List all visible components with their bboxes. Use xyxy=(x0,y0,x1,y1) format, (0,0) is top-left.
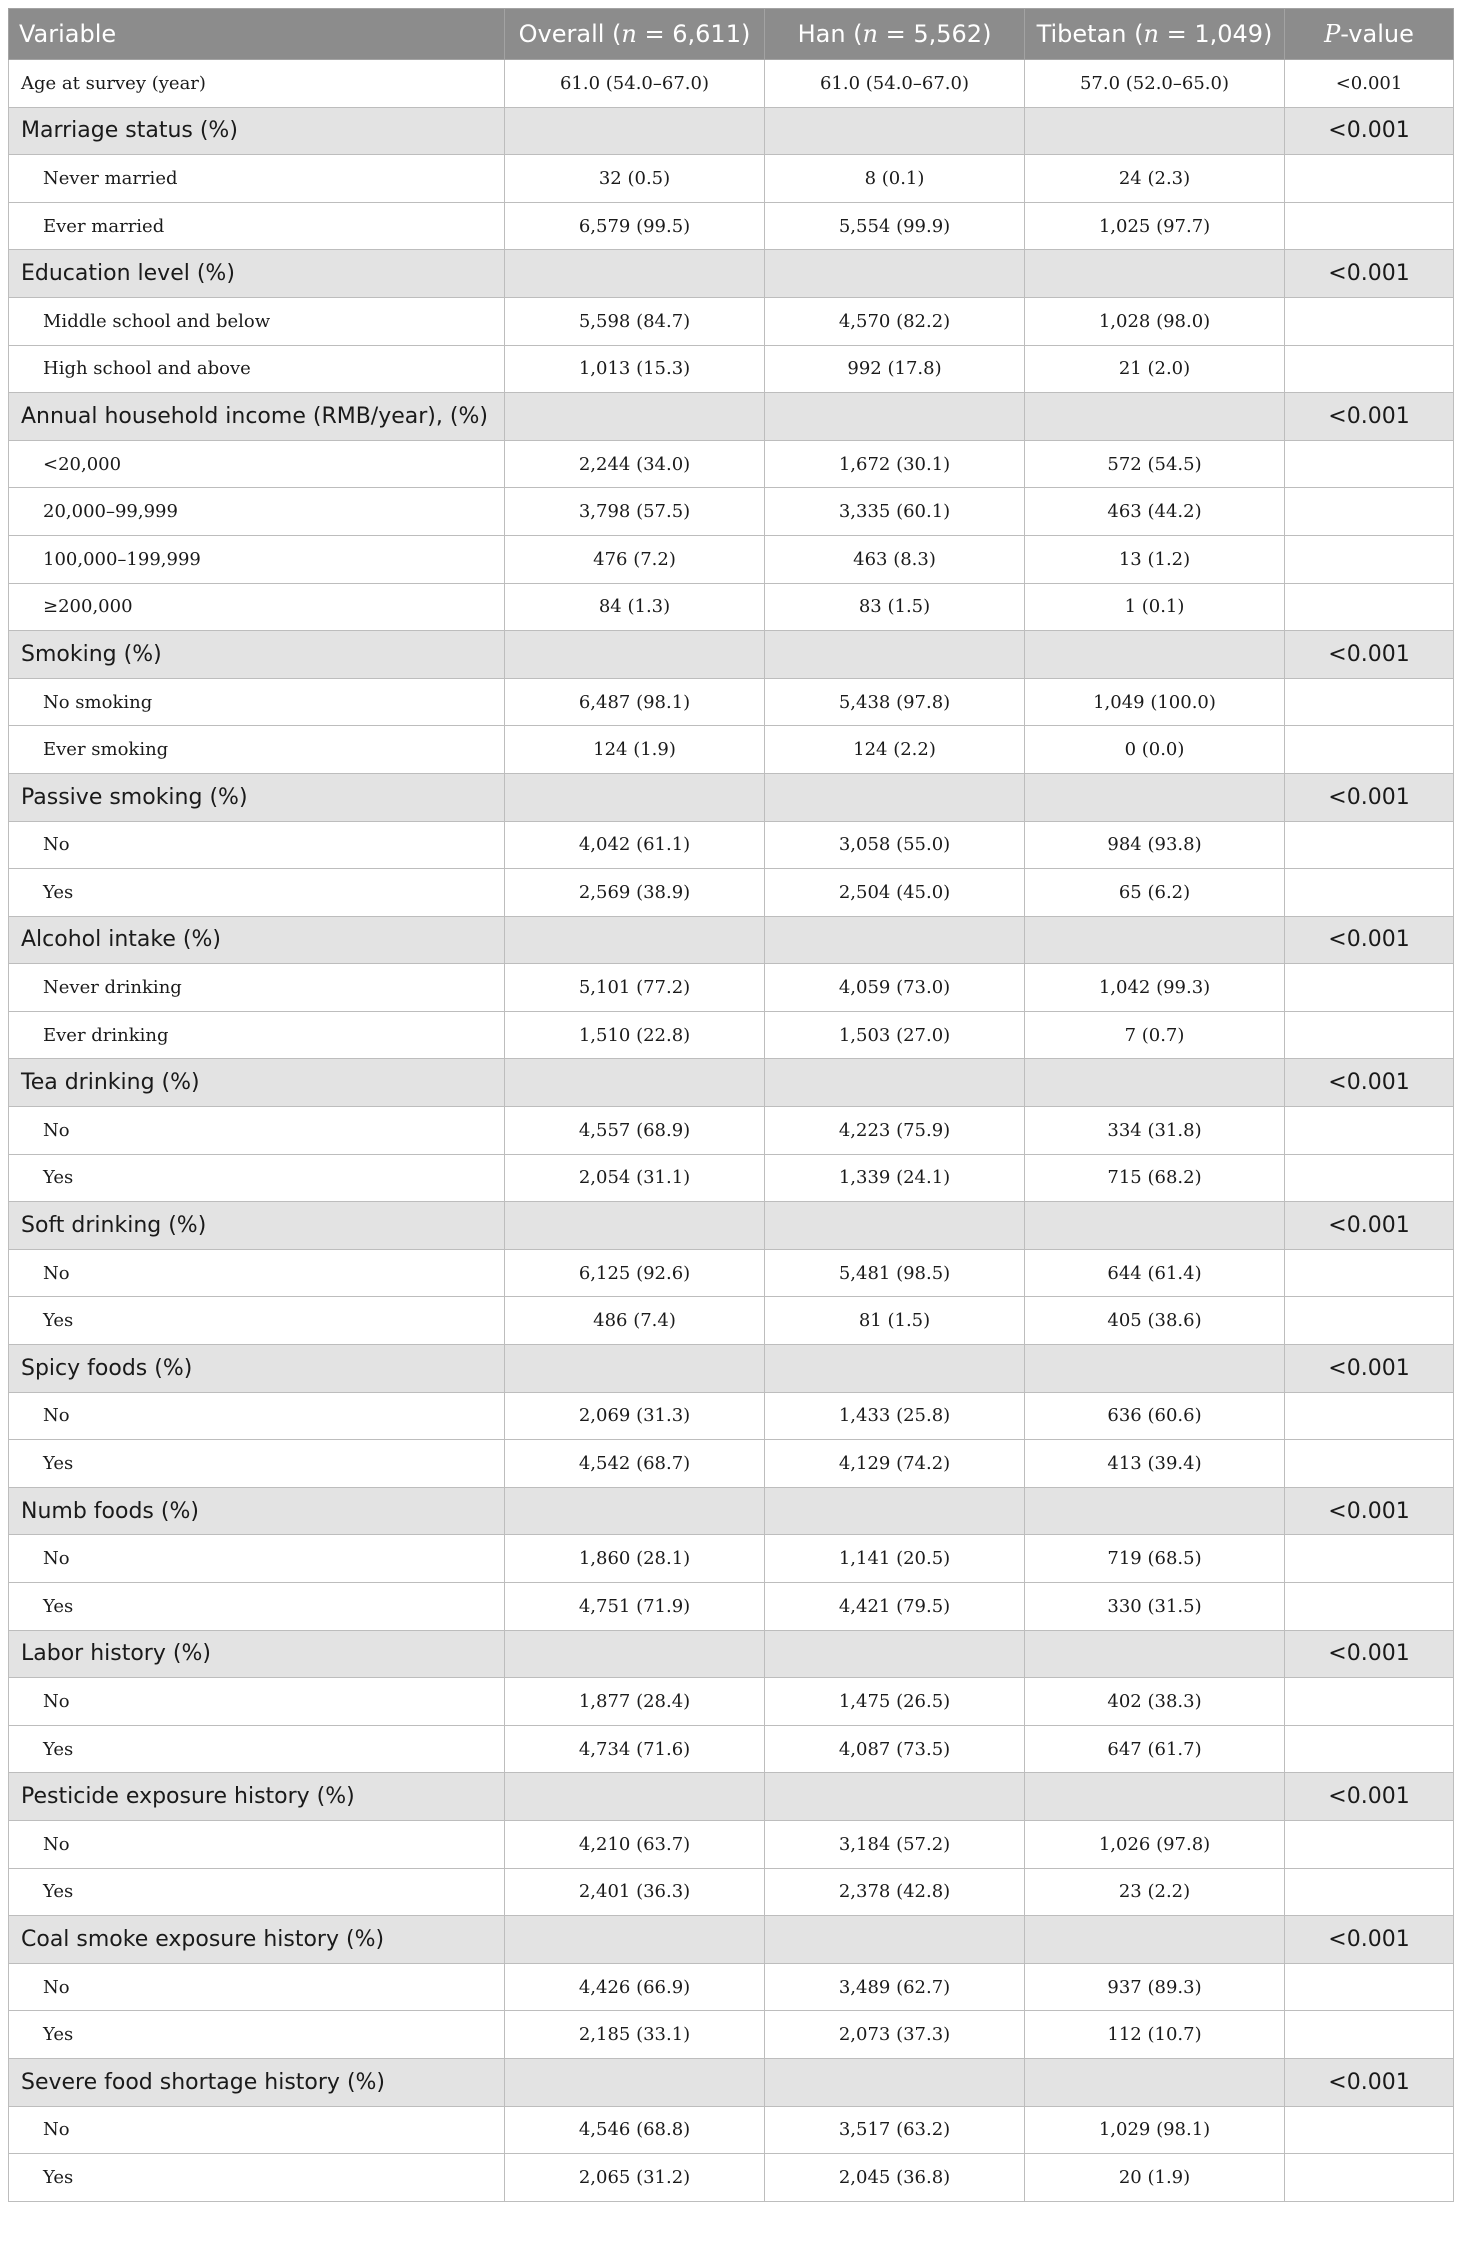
group-p-value: <0.001 xyxy=(1285,1773,1454,1821)
group-header-row xyxy=(9,2058,1454,2106)
cell-overall: 4,426 (66.9) xyxy=(505,1963,765,2011)
cell-overall: 1,860 (28.1) xyxy=(505,1535,765,1583)
cell-tibetan: 1 (0.1) xyxy=(1025,583,1285,631)
cell-overall: 2,244 (34.0) xyxy=(505,440,765,488)
group-p-value: <0.001 xyxy=(1285,773,1454,821)
row-label: Yes xyxy=(9,1297,505,1345)
cell-p-value-empty xyxy=(1285,2011,1454,2059)
group-label: Smoking (%) xyxy=(9,631,505,679)
group-empty-han xyxy=(765,1059,1025,1107)
cell-tibetan: 0 (0.0) xyxy=(1025,726,1285,774)
group-label: Alcohol intake (%) xyxy=(9,916,505,964)
cell-p-value-empty xyxy=(1285,440,1454,488)
header-han xyxy=(765,9,1025,60)
cell-p-value-empty xyxy=(1285,202,1454,250)
group-header-row xyxy=(9,393,1454,441)
cell-p-value-empty xyxy=(1285,2154,1454,2202)
group-empty-overall xyxy=(505,1059,765,1107)
cell-tibetan: 572 (54.5) xyxy=(1025,440,1285,488)
table-row xyxy=(9,1154,1454,1202)
group-empty-overall xyxy=(505,107,765,155)
group-empty-overall xyxy=(505,1773,765,1821)
cell-overall: 4,042 (61.1) xyxy=(505,821,765,869)
cell-han: 3,184 (57.2) xyxy=(765,1820,1025,1868)
group-p-value: <0.001 xyxy=(1285,1487,1454,1535)
cell-p-value-empty xyxy=(1285,1678,1454,1726)
cell-overall: 6,579 (99.5) xyxy=(505,202,765,250)
cell-p-value-empty xyxy=(1285,1297,1454,1345)
table-row xyxy=(9,678,1454,726)
row-label: No xyxy=(9,1107,505,1155)
group-label: Marriage status (%) xyxy=(9,107,505,155)
cell-han: 1,672 (30.1) xyxy=(765,440,1025,488)
row-label: <20,000 xyxy=(9,440,505,488)
row-label: Never drinking xyxy=(9,964,505,1012)
cell-han: 2,504 (45.0) xyxy=(765,869,1025,917)
table-row xyxy=(9,1392,1454,1440)
row-label: Yes xyxy=(9,1440,505,1488)
row-label: 100,000–199,999 xyxy=(9,535,505,583)
table-row xyxy=(9,155,1454,203)
header-overall xyxy=(505,9,765,60)
cell-overall: 2,569 (38.9) xyxy=(505,869,765,917)
cell-p-value-empty xyxy=(1285,1440,1454,1488)
group-header-row xyxy=(9,250,1454,298)
group-header-row xyxy=(9,1202,1454,1250)
cell-p-value-empty xyxy=(1285,535,1454,583)
cell-overall: 4,734 (71.6) xyxy=(505,1725,765,1773)
row-label: No xyxy=(9,1820,505,1868)
row-label: Ever married xyxy=(9,202,505,250)
cell-p-value-empty xyxy=(1285,345,1454,393)
cell-tibetan: 402 (38.3) xyxy=(1025,1678,1285,1726)
cell-overall: 1,510 (22.8) xyxy=(505,1011,765,1059)
cell-overall: 2,069 (31.3) xyxy=(505,1392,765,1440)
group-empty-overall xyxy=(505,1916,765,1964)
cell-overall: 6,487 (98.1) xyxy=(505,678,765,726)
header-p-value xyxy=(1285,9,1454,60)
cell-overall: 6,125 (92.6) xyxy=(505,1249,765,1297)
cell-tibetan: 636 (60.6) xyxy=(1025,1392,1285,1440)
group-header-row xyxy=(9,916,1454,964)
group-label: Soft drinking (%) xyxy=(9,1202,505,1250)
group-p-value: <0.001 xyxy=(1285,1345,1454,1393)
cell-han: 3,058 (55.0) xyxy=(765,821,1025,869)
table-row xyxy=(9,1583,1454,1631)
group-empty-tibetan xyxy=(1025,1202,1285,1250)
table-row xyxy=(9,821,1454,869)
group-header-row xyxy=(9,1059,1454,1107)
group-empty-overall xyxy=(505,916,765,964)
row-label: Middle school and below xyxy=(9,297,505,345)
group-empty-overall xyxy=(505,393,765,441)
group-p-value: <0.001 xyxy=(1285,250,1454,298)
cell-p-value-empty xyxy=(1285,869,1454,917)
cell-tibetan: 13 (1.2) xyxy=(1025,535,1285,583)
cell-overall: 2,185 (33.1) xyxy=(505,2011,765,2059)
table-row xyxy=(9,2011,1454,2059)
group-empty-han xyxy=(765,773,1025,821)
row-label: No xyxy=(9,821,505,869)
cell-han: 992 (17.8) xyxy=(765,345,1025,393)
table-row xyxy=(9,869,1454,917)
group-empty-tibetan xyxy=(1025,1487,1285,1535)
header-tibetan xyxy=(1025,9,1285,60)
cell-tibetan: 330 (31.5) xyxy=(1025,1583,1285,1631)
group-empty-tibetan xyxy=(1025,1773,1285,1821)
cell-overall: 5,598 (84.7) xyxy=(505,297,765,345)
row-label: Yes xyxy=(9,1868,505,1916)
cell-han: 3,489 (62.7) xyxy=(765,1963,1025,2011)
group-p-value: <0.001 xyxy=(1285,1059,1454,1107)
group-empty-han xyxy=(765,393,1025,441)
row-label: ≥200,000 xyxy=(9,583,505,631)
group-empty-han xyxy=(765,631,1025,679)
cell-tibetan: 65 (6.2) xyxy=(1025,869,1285,917)
cell-p-value-empty xyxy=(1285,964,1454,1012)
group-empty-tibetan xyxy=(1025,2058,1285,2106)
row-label: Never married xyxy=(9,155,505,203)
header-variable: Variable xyxy=(9,9,505,60)
cell-tibetan: 1,026 (97.8) xyxy=(1025,1820,1285,1868)
age-row xyxy=(9,60,1454,108)
group-p-value: <0.001 xyxy=(1285,107,1454,155)
cell-tibetan: 644 (61.4) xyxy=(1025,1249,1285,1297)
cell-han: 4,087 (73.5) xyxy=(765,1725,1025,1773)
group-header-row xyxy=(9,631,1454,679)
characteristics-table xyxy=(8,8,1454,2202)
cell-overall: 2,054 (31.1) xyxy=(505,1154,765,1202)
group-empty-overall xyxy=(505,631,765,679)
table-row xyxy=(9,2106,1454,2154)
group-header-row xyxy=(9,1487,1454,1535)
group-empty-tibetan xyxy=(1025,107,1285,155)
cell-han: 2,073 (37.3) xyxy=(765,2011,1025,2059)
group-label: Annual household income (RMB/year), (%) xyxy=(9,393,505,441)
header-tibetan-n: n xyxy=(1143,20,1159,48)
cell-han: 83 (1.5) xyxy=(765,583,1025,631)
cell-p-value-empty xyxy=(1285,1963,1454,2011)
table-row xyxy=(9,583,1454,631)
cell-overall: 4,557 (68.9) xyxy=(505,1107,765,1155)
group-empty-han xyxy=(765,250,1025,298)
group-header-row xyxy=(9,107,1454,155)
header-overall-pre: Overall ( xyxy=(518,20,622,48)
age-label: Age at survey (year) xyxy=(9,60,505,108)
cell-tibetan: 719 (68.5) xyxy=(1025,1535,1285,1583)
cell-han: 2,378 (42.8) xyxy=(765,1868,1025,1916)
cell-overall: 4,210 (63.7) xyxy=(505,1820,765,1868)
cell-overall: 486 (7.4) xyxy=(505,1297,765,1345)
table-row xyxy=(9,964,1454,1012)
cell-overall: 5,101 (77.2) xyxy=(505,964,765,1012)
group-p-value: <0.001 xyxy=(1285,916,1454,964)
group-header-row xyxy=(9,1773,1454,1821)
cell-p-value-empty xyxy=(1285,1011,1454,1059)
group-empty-tibetan xyxy=(1025,1059,1285,1107)
cell-han: 5,481 (98.5) xyxy=(765,1249,1025,1297)
cell-han: 463 (8.3) xyxy=(765,535,1025,583)
cell-han: 5,438 (97.8) xyxy=(765,678,1025,726)
cell-tibetan: 463 (44.2) xyxy=(1025,488,1285,536)
row-label: No xyxy=(9,1963,505,2011)
cell-p-value-empty xyxy=(1285,678,1454,726)
cell-tibetan: 413 (39.4) xyxy=(1025,1440,1285,1488)
row-label: Yes xyxy=(9,1154,505,1202)
cell-overall: 84 (1.3) xyxy=(505,583,765,631)
cell-tibetan: 1,029 (98.1) xyxy=(1025,2106,1285,2154)
group-empty-overall xyxy=(505,1345,765,1393)
cell-tibetan: 937 (89.3) xyxy=(1025,1963,1285,2011)
cell-p-value-empty xyxy=(1285,1820,1454,1868)
table-row xyxy=(9,1678,1454,1726)
table-row xyxy=(9,488,1454,536)
header-p-italic: P xyxy=(1324,20,1341,48)
group-empty-han xyxy=(765,107,1025,155)
cell-overall: 3,798 (57.5) xyxy=(505,488,765,536)
row-label: Ever drinking xyxy=(9,1011,505,1059)
group-p-value: <0.001 xyxy=(1285,393,1454,441)
group-empty-han xyxy=(765,1773,1025,1821)
cell-tibetan: 112 (10.7) xyxy=(1025,2011,1285,2059)
age-overall: 61.0 (54.0–67.0) xyxy=(505,60,765,108)
cell-han: 1,339 (24.1) xyxy=(765,1154,1025,1202)
cell-tibetan: 984 (93.8) xyxy=(1025,821,1285,869)
cell-han: 124 (2.2) xyxy=(765,726,1025,774)
table-row xyxy=(9,1725,1454,1773)
group-label: Education level (%) xyxy=(9,250,505,298)
cell-tibetan: 20 (1.9) xyxy=(1025,2154,1285,2202)
table-row xyxy=(9,1868,1454,1916)
age-tibetan: 57.0 (52.0–65.0) xyxy=(1025,60,1285,108)
table-row xyxy=(9,1820,1454,1868)
cell-tibetan: 715 (68.2) xyxy=(1025,1154,1285,1202)
cell-tibetan: 7 (0.7) xyxy=(1025,1011,1285,1059)
header-han-n: n xyxy=(862,20,878,48)
group-empty-tibetan xyxy=(1025,631,1285,679)
cell-han: 1,475 (26.5) xyxy=(765,1678,1025,1726)
cell-han: 1,433 (25.8) xyxy=(765,1392,1025,1440)
header-tibetan-post: = 1,049) xyxy=(1158,20,1273,48)
table-row xyxy=(9,345,1454,393)
cell-overall: 1,013 (15.3) xyxy=(505,345,765,393)
table-row xyxy=(9,440,1454,488)
row-label: Yes xyxy=(9,1725,505,1773)
row-label: High school and above xyxy=(9,345,505,393)
group-header-row xyxy=(9,1630,1454,1678)
group-header-row xyxy=(9,1916,1454,1964)
table-row xyxy=(9,2154,1454,2202)
cell-han: 81 (1.5) xyxy=(765,1297,1025,1345)
table-row xyxy=(9,1297,1454,1345)
cell-overall: 124 (1.9) xyxy=(505,726,765,774)
group-empty-overall xyxy=(505,1202,765,1250)
table-row xyxy=(9,202,1454,250)
cell-overall: 1,877 (28.4) xyxy=(505,1678,765,1726)
cell-han: 4,129 (74.2) xyxy=(765,1440,1025,1488)
cell-p-value-empty xyxy=(1285,2106,1454,2154)
table-row xyxy=(9,297,1454,345)
group-empty-han xyxy=(765,1487,1025,1535)
group-empty-han xyxy=(765,2058,1025,2106)
row-label: Ever smoking xyxy=(9,726,505,774)
group-label: Pesticide exposure history (%) xyxy=(9,1773,505,1821)
group-label: Numb foods (%) xyxy=(9,1487,505,1535)
cell-han: 3,335 (60.1) xyxy=(765,488,1025,536)
group-empty-han xyxy=(765,916,1025,964)
header-overall-n: n xyxy=(621,20,637,48)
group-empty-overall xyxy=(505,2058,765,2106)
cell-han: 4,421 (79.5) xyxy=(765,1583,1025,1631)
cell-han: 8 (0.1) xyxy=(765,155,1025,203)
cell-p-value-empty xyxy=(1285,1107,1454,1155)
group-empty-tibetan xyxy=(1025,773,1285,821)
group-empty-han xyxy=(765,1202,1025,1250)
group-p-value: <0.001 xyxy=(1285,631,1454,679)
header-tibetan-pre: Tibetan ( xyxy=(1036,20,1144,48)
row-label: Yes xyxy=(9,2011,505,2059)
group-empty-han xyxy=(765,1630,1025,1678)
table-row xyxy=(9,1440,1454,1488)
row-label: No xyxy=(9,1678,505,1726)
cell-han: 1,141 (20.5) xyxy=(765,1535,1025,1583)
header-han-pre: Han ( xyxy=(797,20,863,48)
header-han-post: = 5,562) xyxy=(878,20,992,48)
table-row xyxy=(9,1535,1454,1583)
cell-tibetan: 24 (2.3) xyxy=(1025,155,1285,203)
group-empty-tibetan xyxy=(1025,393,1285,441)
table-header xyxy=(9,9,1454,60)
cell-p-value-empty xyxy=(1285,583,1454,631)
cell-p-value-empty xyxy=(1285,821,1454,869)
cell-overall: 4,542 (68.7) xyxy=(505,1440,765,1488)
cell-p-value-empty xyxy=(1285,1154,1454,1202)
cell-tibetan: 1,028 (98.0) xyxy=(1025,297,1285,345)
cell-p-value-empty xyxy=(1285,297,1454,345)
group-label: Spicy foods (%) xyxy=(9,1345,505,1393)
cell-han: 1,503 (27.0) xyxy=(765,1011,1025,1059)
row-label: 20,000–99,999 xyxy=(9,488,505,536)
age-han: 61.0 (54.0–67.0) xyxy=(765,60,1025,108)
cell-tibetan: 21 (2.0) xyxy=(1025,345,1285,393)
group-p-value: <0.001 xyxy=(1285,1916,1454,1964)
cell-p-value-empty xyxy=(1285,1583,1454,1631)
row-label: Yes xyxy=(9,1583,505,1631)
group-empty-tibetan xyxy=(1025,1345,1285,1393)
row-label: No xyxy=(9,2106,505,2154)
cell-overall: 4,546 (68.8) xyxy=(505,2106,765,2154)
group-label: Passive smoking (%) xyxy=(9,773,505,821)
group-p-value: <0.001 xyxy=(1285,1202,1454,1250)
cell-tibetan: 334 (31.8) xyxy=(1025,1107,1285,1155)
group-empty-tibetan xyxy=(1025,916,1285,964)
table-row xyxy=(9,535,1454,583)
cell-p-value-empty xyxy=(1285,1535,1454,1583)
cell-han: 4,059 (73.0) xyxy=(765,964,1025,1012)
table-row xyxy=(9,1107,1454,1155)
row-label: No xyxy=(9,1249,505,1297)
row-label: No smoking xyxy=(9,678,505,726)
group-empty-overall xyxy=(505,250,765,298)
cell-overall: 4,751 (71.9) xyxy=(505,1583,765,1631)
group-empty-overall xyxy=(505,1630,765,1678)
cell-han: 4,223 (75.9) xyxy=(765,1107,1025,1155)
group-header-row xyxy=(9,1345,1454,1393)
group-label: Labor history (%) xyxy=(9,1630,505,1678)
row-label: Yes xyxy=(9,869,505,917)
table-row xyxy=(9,1249,1454,1297)
cell-han: 5,554 (99.9) xyxy=(765,202,1025,250)
age-p-value: <0.001 xyxy=(1285,60,1454,108)
cell-overall: 32 (0.5) xyxy=(505,155,765,203)
cell-p-value-empty xyxy=(1285,1868,1454,1916)
cell-han: 3,517 (63.2) xyxy=(765,2106,1025,2154)
group-empty-tibetan xyxy=(1025,1916,1285,1964)
group-label: Tea drinking (%) xyxy=(9,1059,505,1107)
group-p-value: <0.001 xyxy=(1285,1630,1454,1678)
row-label: No xyxy=(9,1392,505,1440)
cell-p-value-empty xyxy=(1285,488,1454,536)
table-row xyxy=(9,1011,1454,1059)
cell-han: 4,570 (82.2) xyxy=(765,297,1025,345)
cell-overall: 476 (7.2) xyxy=(505,535,765,583)
group-label: Severe food shortage history (%) xyxy=(9,2058,505,2106)
group-empty-tibetan xyxy=(1025,1630,1285,1678)
header-overall-post: = 6,611) xyxy=(636,20,751,48)
cell-p-value-empty xyxy=(1285,1725,1454,1773)
header-p-rest: -value xyxy=(1340,20,1414,48)
group-empty-tibetan xyxy=(1025,250,1285,298)
table-body xyxy=(9,60,1454,2202)
cell-han: 2,045 (36.8) xyxy=(765,2154,1025,2202)
cell-p-value-empty xyxy=(1285,1392,1454,1440)
cell-p-value-empty xyxy=(1285,155,1454,203)
cell-tibetan: 1,049 (100.0) xyxy=(1025,678,1285,726)
group-label: Coal smoke exposure history (%) xyxy=(9,1916,505,1964)
cell-overall: 2,065 (31.2) xyxy=(505,2154,765,2202)
cell-tibetan: 23 (2.2) xyxy=(1025,1868,1285,1916)
row-label: Yes xyxy=(9,2154,505,2202)
group-p-value: <0.001 xyxy=(1285,2058,1454,2106)
group-header-row xyxy=(9,773,1454,821)
table-row xyxy=(9,726,1454,774)
cell-tibetan: 647 (61.7) xyxy=(1025,1725,1285,1773)
cell-overall: 2,401 (36.3) xyxy=(505,1868,765,1916)
cell-tibetan: 1,025 (97.7) xyxy=(1025,202,1285,250)
group-empty-overall xyxy=(505,773,765,821)
cell-tibetan: 405 (38.6) xyxy=(1025,1297,1285,1345)
cell-tibetan: 1,042 (99.3) xyxy=(1025,964,1285,1012)
cell-p-value-empty xyxy=(1285,726,1454,774)
group-empty-han xyxy=(765,1345,1025,1393)
header-row xyxy=(9,9,1454,60)
cell-p-value-empty xyxy=(1285,1249,1454,1297)
row-label: No xyxy=(9,1535,505,1583)
table-row xyxy=(9,1963,1454,2011)
group-empty-han xyxy=(765,1916,1025,1964)
group-empty-overall xyxy=(505,1487,765,1535)
